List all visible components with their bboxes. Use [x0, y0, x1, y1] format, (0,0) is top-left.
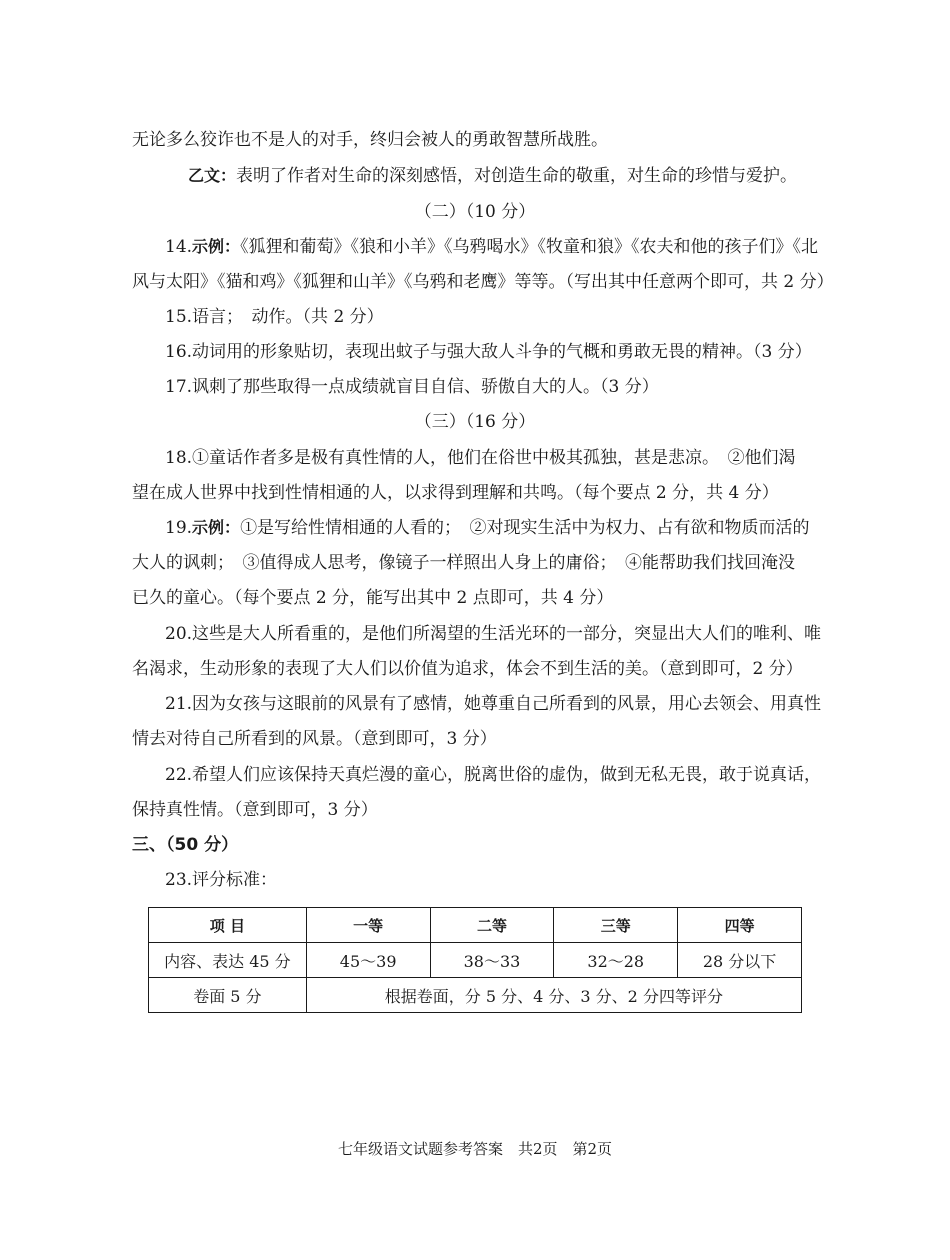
- table-cell: 45～39: [306, 943, 430, 978]
- text-line: 望在成人世界中找到性情相通的人，以求得到理解和共鸣。（每个要点 2 分，共 4 分）: [132, 483, 779, 503]
- text-line: 大人的讽刺； ③值得成人思考，像镜子一样照出人身上的庸俗； ④能帮助我们找回淹没: [132, 553, 795, 573]
- label-yiwen: 乙文：: [188, 166, 237, 185]
- table-header-cell: 二等: [430, 908, 554, 943]
- question-number: 14.: [165, 237, 193, 257]
- q19-line: [165, 517, 810, 539]
- table-cell-merged: 根据卷面，分 5 分、4 分、3 分、2 分四等评分: [306, 978, 801, 1013]
- text-line: 情去对待自己所看到的风景。（意到即可，3 分）: [132, 729, 497, 749]
- section-heading: （二）（10 分）: [414, 202, 536, 222]
- q23-line: 23.评分标准：: [165, 870, 278, 890]
- text-line: [188, 165, 797, 187]
- table-header-cell: 一等: [306, 908, 430, 943]
- table-cell: 38～33: [430, 943, 554, 978]
- q16-line: 16.动词用的形象贴切，表现出蚊子与强大敌人斗争的气概和勇敢无畏的精神。（3 分）: [165, 342, 812, 362]
- page-footer: 七年级语文试题参考答案 共2页 第2页: [337, 1140, 613, 1158]
- text-line: 风与太阳》《猫和鸡》《狐狸和山羊》《乌鸦和老鹰》等等。（写出其中任意两个即可，共 2 分）: [132, 272, 834, 292]
- table-cell: 内容、表达 45 分: [149, 943, 307, 978]
- table-cell: 卷面 5 分: [149, 978, 307, 1013]
- text-span: ①是写给性情相通的人看的； ②对现实生活中为权力、占有欲和物质而活的: [240, 518, 810, 538]
- q21-line: 21.因为女孩与这眼前的风景有了感情，她尊重自己所看到的风景，用心去领会、用真性: [165, 694, 822, 714]
- table-cell: 28 分以下: [678, 943, 802, 978]
- table-row: [149, 978, 802, 1013]
- q14-line: [165, 236, 818, 258]
- text-line: 无论多么狡诈也不是人的对手，终归会被人的勇敢智慧所战胜。: [132, 130, 608, 150]
- example-label: 示例：: [192, 237, 241, 256]
- table-header-cell: 四等: [678, 908, 802, 943]
- q15-line: 15.语言； 动作。（共 2 分）: [165, 307, 384, 327]
- table-cell: 32～28: [554, 943, 678, 978]
- q17-line: 17.讽刺了那些取得一点成绩就盲目自信、骄傲自大的人。（3 分）: [165, 377, 659, 397]
- part-heading: 三、（50 分）: [132, 835, 239, 855]
- question-number: 19.: [165, 518, 193, 538]
- text-span: 《狐狸和葡萄》《狼和小羊》《乌鸦喝水》《牧童和狼》《农夫和他的孩子们》《北: [240, 237, 819, 257]
- table-header-cell: 项 目: [149, 908, 307, 943]
- text-span: 表明了作者对生命的深刻感悟，对创造生命的敬重，对生命的珍惜与爱护。: [236, 166, 798, 186]
- q20-line: 20.这些是大人所看重的，是他们所渴望的生活光环的一部分，突显出大人们的唯利、唯: [165, 624, 822, 644]
- text-line: 保持真性情。（意到即可，3 分）: [132, 800, 378, 820]
- table-header-cell: 三等: [554, 908, 678, 943]
- table-header-row: [149, 908, 802, 943]
- q22-line: 22.希望人们应该保持天真烂漫的童心，脱离世俗的虚伪，做到无私无畏，敢于说真话，: [165, 765, 822, 785]
- text-line: 已久的童心。（每个要点 2 分，能写出其中 2 点即可，共 4 分）: [132, 588, 614, 608]
- text-line: 名渴求，生动形象的表现了大人们以价值为追求，体会不到生活的美。（意到即可，2 分）: [132, 659, 803, 679]
- example-label: 示例：: [192, 518, 241, 537]
- table-row: [149, 943, 802, 978]
- q18-line: 18.①童话作者多是极有真性情的人，他们在俗世中极其孤独，甚是悲凉。 ②他们渴: [165, 448, 796, 468]
- section-heading: （三）（16 分）: [414, 412, 536, 432]
- scoring-table: [148, 907, 802, 1013]
